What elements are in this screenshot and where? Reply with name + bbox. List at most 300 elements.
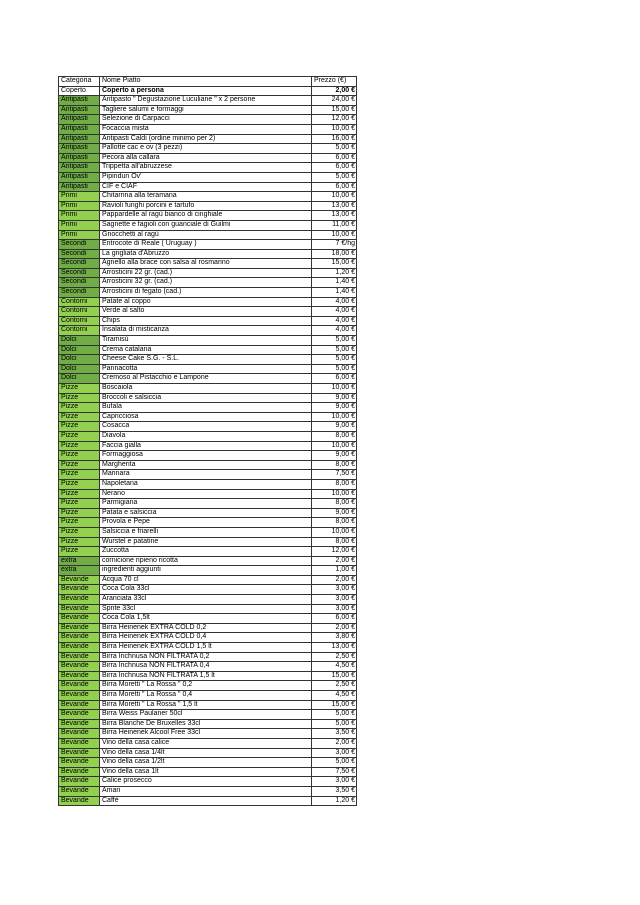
category-cell: Pizze bbox=[59, 537, 100, 547]
price-cell: 5,00 € bbox=[312, 144, 357, 154]
price-cell: 13,00 € bbox=[312, 211, 357, 221]
category-cell: Bevande bbox=[59, 767, 100, 777]
dish-name-cell: Insalata di misticanza bbox=[100, 326, 312, 336]
dish-name-cell: Salsiccia e friarelli bbox=[100, 527, 312, 537]
dish-name-cell: Agnello alla brace con salsa al rosmarino bbox=[100, 259, 312, 269]
category-cell: Primi bbox=[59, 230, 100, 240]
dish-name-cell: Bufala bbox=[100, 403, 312, 413]
category-cell: Bevande bbox=[59, 681, 100, 691]
dish-name-cell: Calice prosecco bbox=[100, 777, 312, 787]
dish-name-cell: Birra Inchnusa NON FILTRATA 0,4 bbox=[100, 662, 312, 672]
category-cell: Primi bbox=[59, 201, 100, 211]
category-cell: Bevande bbox=[59, 662, 100, 672]
price-cell: 5,00 € bbox=[312, 364, 357, 374]
dish-name-cell: Tiramisù bbox=[100, 336, 312, 346]
price-cell: 4,00 € bbox=[312, 316, 357, 326]
menu-row bbox=[59, 595, 357, 605]
category-cell: Bevande bbox=[59, 748, 100, 758]
menu-row bbox=[59, 710, 357, 720]
category-cell: Pizze bbox=[59, 384, 100, 394]
category-cell: Bevande bbox=[59, 758, 100, 768]
price-cell: 2,00 € bbox=[312, 556, 357, 566]
menu-row bbox=[59, 796, 357, 806]
category-cell: Pizze bbox=[59, 393, 100, 403]
menu-row bbox=[59, 316, 357, 326]
price-cell: 1,00 € bbox=[312, 566, 357, 576]
dish-name-cell: Arrosticini 22 gr. (cad.) bbox=[100, 268, 312, 278]
dish-name-cell: Antipasto " Degustazione Luculiane " x 2 persone bbox=[100, 96, 312, 106]
price-cell: 4,00 € bbox=[312, 307, 357, 317]
dish-name-cell: Birra Moretti " La Rossa " 1,5 lt bbox=[100, 700, 312, 710]
menu-row bbox=[59, 249, 357, 259]
price-cell: 3,80 € bbox=[312, 633, 357, 643]
menu-row bbox=[59, 393, 357, 403]
price-cell: 13,00 € bbox=[312, 201, 357, 211]
coperto-row bbox=[59, 86, 357, 96]
menu-row bbox=[59, 230, 357, 240]
dish-name-cell: Birra Moretti " La Rossa " 0,2 bbox=[100, 681, 312, 691]
menu-row bbox=[59, 163, 357, 173]
menu-row bbox=[59, 105, 357, 115]
category-cell: Secondi bbox=[59, 259, 100, 269]
dish-name-cell: Parmigiana bbox=[100, 499, 312, 509]
price-cell: 6,00 € bbox=[312, 182, 357, 192]
dish-name-cell: Sprite 33cl bbox=[100, 604, 312, 614]
dish-name-cell: Selezione di Carpacci bbox=[100, 115, 312, 125]
price-cell: 10,00 € bbox=[312, 192, 357, 202]
menu-row bbox=[59, 700, 357, 710]
menu-row bbox=[59, 326, 357, 336]
category-cell: Bevande bbox=[59, 595, 100, 605]
menu-row bbox=[59, 691, 357, 701]
dish-name-cell: Chips bbox=[100, 316, 312, 326]
category-cell: Contorni bbox=[59, 307, 100, 317]
menu-row bbox=[59, 748, 357, 758]
dish-name-cell: La grigliata d'Abruzzo bbox=[100, 249, 312, 259]
price-cell: 9,00 € bbox=[312, 403, 357, 413]
menu-row bbox=[59, 297, 357, 307]
menu-row bbox=[59, 652, 357, 662]
category-cell: Antipasti bbox=[59, 153, 100, 163]
price-cell: 4,00 € bbox=[312, 297, 357, 307]
dish-name-cell: Birra Heinenek EXTRA COLD 1,5 lt bbox=[100, 643, 312, 653]
category-cell: Antipasti bbox=[59, 182, 100, 192]
menu-row bbox=[59, 614, 357, 624]
category-cell: Bevande bbox=[59, 614, 100, 624]
dish-name-cell: Trippetta all'abruzzese bbox=[100, 163, 312, 173]
price-cell: 1,20 € bbox=[312, 268, 357, 278]
menu-row bbox=[59, 115, 357, 125]
menu-row bbox=[59, 758, 357, 768]
category-cell: Bevande bbox=[59, 700, 100, 710]
price-cell: 12,00 € bbox=[312, 547, 357, 557]
menu-row bbox=[59, 441, 357, 451]
dish-name-cell: Amari bbox=[100, 786, 312, 796]
menu-row bbox=[59, 172, 357, 182]
menu-row bbox=[59, 451, 357, 461]
category-cell: extra bbox=[59, 556, 100, 566]
price-cell: 10,00 € bbox=[312, 527, 357, 537]
menu-row bbox=[59, 460, 357, 470]
dish-name-cell: Arrosticini 32 gr. (cad.) bbox=[100, 278, 312, 288]
menu-row bbox=[59, 556, 357, 566]
dish-name-cell: Caffè bbox=[100, 796, 312, 806]
dish-name-cell: Coca Cola 33cl bbox=[100, 585, 312, 595]
price-cell: 2,00 € bbox=[312, 623, 357, 633]
menu-row bbox=[59, 623, 357, 633]
dish-name-cell: Aranciata 33cl bbox=[100, 595, 312, 605]
dish-name-cell: ingredienti aggiunti bbox=[100, 566, 312, 576]
dish-name-cell: Pallotte cac e ov (3 pezzi) bbox=[100, 144, 312, 154]
price-cell: 15,00 € bbox=[312, 671, 357, 681]
price-cell: 7,50 € bbox=[312, 470, 357, 480]
price-cell: 24,00 € bbox=[312, 96, 357, 106]
category-cell: Bevande bbox=[59, 643, 100, 653]
category-cell: Primi bbox=[59, 211, 100, 221]
category-cell: Pizze bbox=[59, 499, 100, 509]
menu-row bbox=[59, 470, 357, 480]
price-cell: 5,00 € bbox=[312, 336, 357, 346]
price-cell: 6,00 € bbox=[312, 163, 357, 173]
dish-name-cell: Formaggiosa bbox=[100, 451, 312, 461]
menu-row bbox=[59, 681, 357, 691]
category-cell: Pizze bbox=[59, 547, 100, 557]
dish-name-cell: Zuccotta bbox=[100, 547, 312, 557]
category-cell: Antipasti bbox=[59, 144, 100, 154]
menu-row bbox=[59, 144, 357, 154]
dish-name-cell: Crema catalana bbox=[100, 345, 312, 355]
coperto-category: Coperto bbox=[59, 86, 100, 96]
dish-name-cell: Margherita bbox=[100, 460, 312, 470]
dish-name-cell: Ravioli funghi porcini e tartufo bbox=[100, 201, 312, 211]
category-cell: Pizze bbox=[59, 479, 100, 489]
price-cell: 9,00 € bbox=[312, 393, 357, 403]
menu-row bbox=[59, 604, 357, 614]
header-price: Prezzo (€) bbox=[312, 77, 357, 87]
dish-name-cell: CIF e CIAF bbox=[100, 182, 312, 192]
dish-name-cell: Provola e Pepe bbox=[100, 518, 312, 528]
price-cell: 8,00 € bbox=[312, 460, 357, 470]
category-cell: Pizze bbox=[59, 403, 100, 413]
price-cell: 10,00 € bbox=[312, 412, 357, 422]
category-cell: Contorni bbox=[59, 316, 100, 326]
price-cell: 3,50 € bbox=[312, 786, 357, 796]
dish-name-cell: Birra Blanche De Bruxelles 33cl bbox=[100, 719, 312, 729]
dish-name-cell: Pappardelle al ragù bianco di cinghiale bbox=[100, 211, 312, 221]
menu-row bbox=[59, 211, 357, 221]
price-cell: 5,00 € bbox=[312, 758, 357, 768]
menu-table-body bbox=[59, 77, 357, 806]
menu-row bbox=[59, 192, 357, 202]
menu-row bbox=[59, 633, 357, 643]
menu-row bbox=[59, 374, 357, 384]
menu-row bbox=[59, 719, 357, 729]
price-cell: 3,00 € bbox=[312, 595, 357, 605]
dish-name-cell: Pipindun Ov' bbox=[100, 172, 312, 182]
menu-row bbox=[59, 499, 357, 509]
dish-name-cell: cornicione ripieno ricotta bbox=[100, 556, 312, 566]
dish-name-cell: Vino della casa 1lt bbox=[100, 767, 312, 777]
price-cell: 10,00 € bbox=[312, 441, 357, 451]
menu-row bbox=[59, 575, 357, 585]
dish-name-cell: Pecora alla callara bbox=[100, 153, 312, 163]
category-cell: Bevande bbox=[59, 691, 100, 701]
dish-name-cell: Cremoso al Pistacchio e Lampone bbox=[100, 374, 312, 384]
dish-name-cell: Focaccia mista bbox=[100, 124, 312, 134]
menu-row bbox=[59, 336, 357, 346]
category-cell: Pizze bbox=[59, 460, 100, 470]
dish-name-cell: Napoletana bbox=[100, 479, 312, 489]
category-cell: Antipasti bbox=[59, 124, 100, 134]
menu-row bbox=[59, 738, 357, 748]
category-cell: Antipasti bbox=[59, 172, 100, 182]
menu-row bbox=[59, 767, 357, 777]
dish-name-cell: Birra Moretti " La Rossa " 0,4 bbox=[100, 691, 312, 701]
category-cell: Secondi bbox=[59, 288, 100, 298]
menu-row bbox=[59, 201, 357, 211]
price-cell: 3,00 € bbox=[312, 777, 357, 787]
dish-name-cell: Entrocote di Reale ( Uruguay ) bbox=[100, 240, 312, 250]
dish-name-cell: Gnocchetti al ragù bbox=[100, 230, 312, 240]
price-cell: 11,00 € bbox=[312, 220, 357, 230]
dish-name-cell: Pannacotta bbox=[100, 364, 312, 374]
menu-row bbox=[59, 643, 357, 653]
category-cell: Pizze bbox=[59, 412, 100, 422]
category-cell: Dolci bbox=[59, 364, 100, 374]
menu-row bbox=[59, 422, 357, 432]
dish-name-cell: Vino della casa 1/4lt bbox=[100, 748, 312, 758]
category-cell: Contorni bbox=[59, 297, 100, 307]
price-cell: 1,40 € bbox=[312, 288, 357, 298]
category-cell: Dolci bbox=[59, 336, 100, 346]
dish-name-cell: Coca Cola 1,5lt bbox=[100, 614, 312, 624]
price-cell: 8,00 € bbox=[312, 518, 357, 528]
category-cell: Secondi bbox=[59, 249, 100, 259]
price-cell: 7 €/hg bbox=[312, 240, 357, 250]
price-cell: 5,00 € bbox=[312, 355, 357, 365]
menu-row bbox=[59, 364, 357, 374]
category-cell: Pizze bbox=[59, 527, 100, 537]
menu-row bbox=[59, 729, 357, 739]
price-cell: 3,00 € bbox=[312, 748, 357, 758]
price-cell: 15,00 € bbox=[312, 105, 357, 115]
menu-row bbox=[59, 537, 357, 547]
category-cell: Pizze bbox=[59, 441, 100, 451]
menu-row bbox=[59, 671, 357, 681]
price-cell: 15,00 € bbox=[312, 259, 357, 269]
category-cell: Dolci bbox=[59, 345, 100, 355]
menu-row bbox=[59, 547, 357, 557]
menu-row bbox=[59, 268, 357, 278]
price-cell: 4,50 € bbox=[312, 662, 357, 672]
dish-name-cell: Vino della casa 1/2lt bbox=[100, 758, 312, 768]
dish-name-cell: Antipasti Caldi (ordine minimo per 2) bbox=[100, 134, 312, 144]
price-cell: 10,00 € bbox=[312, 489, 357, 499]
price-cell: 4,50 € bbox=[312, 691, 357, 701]
category-cell: Bevande bbox=[59, 796, 100, 806]
price-cell: 5,00 € bbox=[312, 345, 357, 355]
menu-row bbox=[59, 259, 357, 269]
price-cell: 3,00 € bbox=[312, 604, 357, 614]
price-cell: 5,00 € bbox=[312, 710, 357, 720]
price-cell: 9,00 € bbox=[312, 508, 357, 518]
price-cell: 2,00 € bbox=[312, 575, 357, 585]
category-cell: Bevande bbox=[59, 604, 100, 614]
menu-row bbox=[59, 585, 357, 595]
category-cell: Dolci bbox=[59, 374, 100, 384]
menu-row bbox=[59, 355, 357, 365]
menu-row bbox=[59, 489, 357, 499]
dish-name-cell: Marinara bbox=[100, 470, 312, 480]
price-cell: 12,00 € bbox=[312, 115, 357, 125]
category-cell: Primi bbox=[59, 220, 100, 230]
price-cell: 10,00 € bbox=[312, 230, 357, 240]
coperto-name: Coperto a persona bbox=[100, 86, 312, 96]
price-cell: 6,00 € bbox=[312, 614, 357, 624]
price-cell: 8,00 € bbox=[312, 537, 357, 547]
menu-row bbox=[59, 307, 357, 317]
price-cell: 8,00 € bbox=[312, 499, 357, 509]
dish-name-cell: Boscaiola bbox=[100, 384, 312, 394]
dish-name-cell: Cheese Cake S.G. - S.L. bbox=[100, 355, 312, 365]
category-cell: Antipasti bbox=[59, 115, 100, 125]
price-cell: 16,00 € bbox=[312, 134, 357, 144]
dish-name-cell: Acqua 70 cl bbox=[100, 575, 312, 585]
category-cell: Bevande bbox=[59, 777, 100, 787]
menu-price-table bbox=[58, 76, 357, 806]
price-cell: 10,00 € bbox=[312, 384, 357, 394]
dish-name-cell: Chitarrina alla teramana bbox=[100, 192, 312, 202]
menu-row bbox=[59, 96, 357, 106]
price-cell: 10,00 € bbox=[312, 124, 357, 134]
menu-row bbox=[59, 220, 357, 230]
category-cell: Bevande bbox=[59, 575, 100, 585]
price-cell: 9,00 € bbox=[312, 422, 357, 432]
category-cell: Pizze bbox=[59, 518, 100, 528]
menu-row bbox=[59, 479, 357, 489]
dish-name-cell: Arrosticini di fegato (cad.) bbox=[100, 288, 312, 298]
menu-row bbox=[59, 278, 357, 288]
price-cell: 8,00 € bbox=[312, 431, 357, 441]
dish-name-cell: Birra Weiss Paulaner 50cl bbox=[100, 710, 312, 720]
header-row bbox=[59, 77, 357, 87]
menu-row bbox=[59, 153, 357, 163]
menu-row bbox=[59, 288, 357, 298]
dish-name-cell: Birra Inchnusa NON FILTRATA 1,5 lt bbox=[100, 671, 312, 681]
category-cell: Bevande bbox=[59, 719, 100, 729]
price-cell: 4,00 € bbox=[312, 326, 357, 336]
category-cell: Pizze bbox=[59, 451, 100, 461]
menu-row bbox=[59, 662, 357, 672]
category-cell: Bevande bbox=[59, 671, 100, 681]
menu-row bbox=[59, 786, 357, 796]
dish-name-cell: Birra Heinenek Alcool Free 33cl bbox=[100, 729, 312, 739]
dish-name-cell: Patate al coppo bbox=[100, 297, 312, 307]
category-cell: Bevande bbox=[59, 633, 100, 643]
price-cell: 6,00 € bbox=[312, 153, 357, 163]
price-cell: 5,00 € bbox=[312, 172, 357, 182]
dish-name-cell: Vino della casa calice bbox=[100, 738, 312, 748]
dish-name-cell: Nerano bbox=[100, 489, 312, 499]
category-cell: Pizze bbox=[59, 422, 100, 432]
price-cell: 3,00 € bbox=[312, 585, 357, 595]
price-cell: 7,50 € bbox=[312, 767, 357, 777]
dish-name-cell: Wurstel e patatine bbox=[100, 537, 312, 547]
category-cell: Secondi bbox=[59, 278, 100, 288]
dish-name-cell: Patata e salsiccia bbox=[100, 508, 312, 518]
menu-row bbox=[59, 777, 357, 787]
header-category: Categoria bbox=[59, 77, 100, 87]
menu-row bbox=[59, 566, 357, 576]
menu-row bbox=[59, 412, 357, 422]
menu-row bbox=[59, 345, 357, 355]
category-cell: Antipasti bbox=[59, 134, 100, 144]
category-cell: Pizze bbox=[59, 489, 100, 499]
price-cell: 8,00 € bbox=[312, 479, 357, 489]
category-cell: Secondi bbox=[59, 240, 100, 250]
category-cell: Pizze bbox=[59, 508, 100, 518]
category-cell: extra bbox=[59, 566, 100, 576]
category-cell: Pizze bbox=[59, 431, 100, 441]
category-cell: Pizze bbox=[59, 470, 100, 480]
header-name: Nome Piatto bbox=[100, 77, 312, 87]
category-cell: Bevande bbox=[59, 738, 100, 748]
category-cell: Primi bbox=[59, 192, 100, 202]
category-cell: Bevande bbox=[59, 585, 100, 595]
price-cell: 18,00 € bbox=[312, 249, 357, 259]
menu-row bbox=[59, 508, 357, 518]
dish-name-cell: Birra Inchnusa NON FILTRATA 0,2 bbox=[100, 652, 312, 662]
dish-name-cell: Tagliere salumi e formaggi bbox=[100, 105, 312, 115]
menu-row bbox=[59, 384, 357, 394]
category-cell: Dolci bbox=[59, 355, 100, 365]
price-cell: 2,00 € bbox=[312, 738, 357, 748]
menu-row bbox=[59, 182, 357, 192]
category-cell: Bevande bbox=[59, 729, 100, 739]
price-cell: 13,00 € bbox=[312, 643, 357, 653]
category-cell: Bevande bbox=[59, 786, 100, 796]
dish-name-cell: Broccoli e salsiccia bbox=[100, 393, 312, 403]
dish-name-cell: Birra Heinenek EXTRA COLD 0,4 bbox=[100, 633, 312, 643]
price-cell: 5,00 € bbox=[312, 719, 357, 729]
price-cell: 6,00 € bbox=[312, 374, 357, 384]
category-cell: Secondi bbox=[59, 268, 100, 278]
category-cell: Antipasti bbox=[59, 96, 100, 106]
dish-name-cell: Sagnette e fagioli con guanciale di Guilmi bbox=[100, 220, 312, 230]
menu-row bbox=[59, 240, 357, 250]
price-cell: 15,00 € bbox=[312, 700, 357, 710]
menu-row bbox=[59, 134, 357, 144]
category-cell: Antipasti bbox=[59, 163, 100, 173]
dish-name-cell: Faccia gialla bbox=[100, 441, 312, 451]
category-cell: Bevande bbox=[59, 710, 100, 720]
menu-row bbox=[59, 518, 357, 528]
category-cell: Bevande bbox=[59, 623, 100, 633]
dish-name-cell: Verde al salto bbox=[100, 307, 312, 317]
menu-row bbox=[59, 431, 357, 441]
dish-name-cell: Cosacca bbox=[100, 422, 312, 432]
price-cell: 1,40 € bbox=[312, 278, 357, 288]
dish-name-cell: Birra Heinenek EXTRA COLD 0,2 bbox=[100, 623, 312, 633]
price-cell: 3,50 € bbox=[312, 729, 357, 739]
menu-row bbox=[59, 403, 357, 413]
category-cell: Bevande bbox=[59, 652, 100, 662]
price-cell: 2,50 € bbox=[312, 681, 357, 691]
menu-row bbox=[59, 124, 357, 134]
menu-row bbox=[59, 527, 357, 537]
category-cell: Antipasti bbox=[59, 105, 100, 115]
category-cell: Contorni bbox=[59, 326, 100, 336]
